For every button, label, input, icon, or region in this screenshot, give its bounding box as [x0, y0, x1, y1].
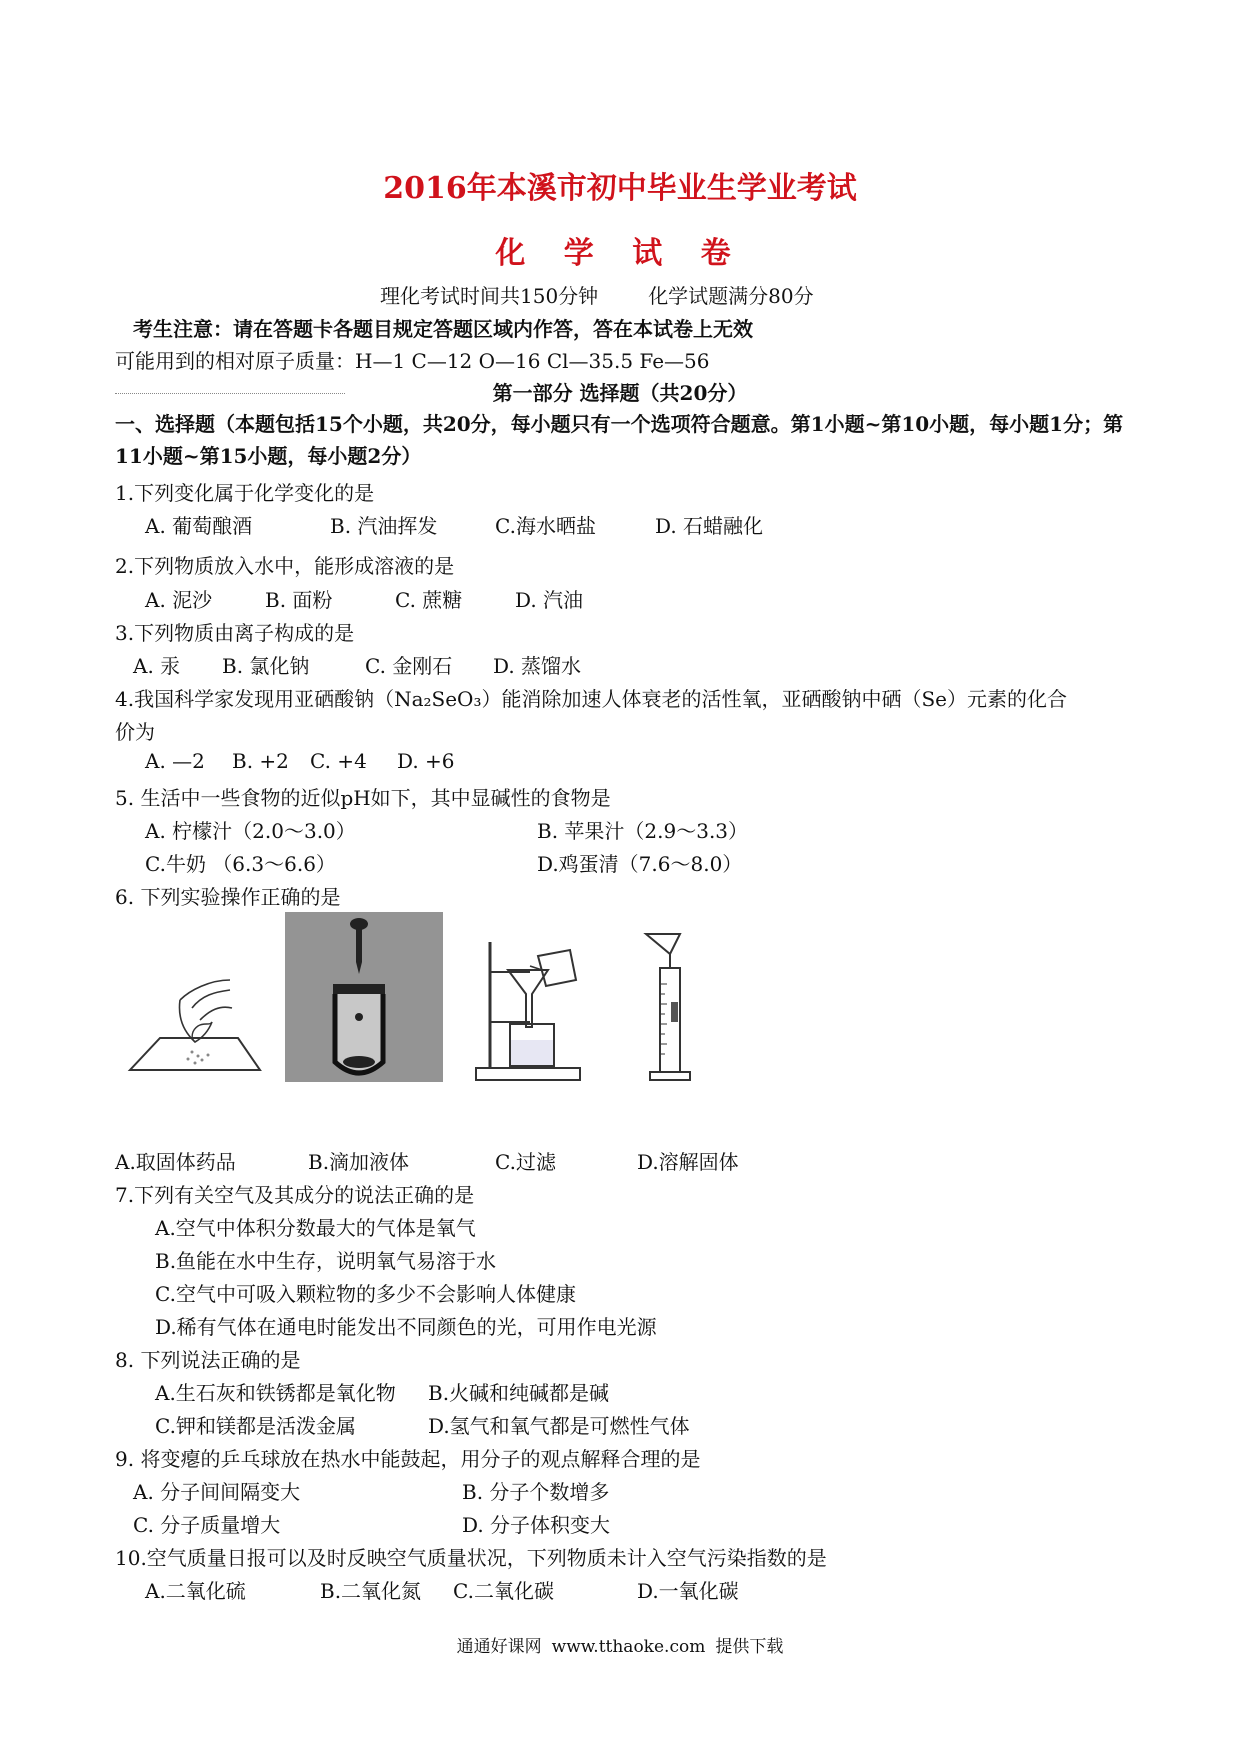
exam-time: 理化考试时间共150分钟: [380, 284, 599, 308]
q6-option-c: C.过滤: [495, 1150, 556, 1174]
q5-option-c: C.牛奶 （6.3～6.6）: [145, 852, 336, 876]
q4-option-d: D. +6: [397, 749, 455, 773]
q3-stem: 3.下列物质由离子构成的是: [115, 621, 355, 645]
q10-option-b: B.二氧化氮: [320, 1579, 422, 1603]
q8-option-a: A.生石灰和铁锈都是氧化物: [155, 1381, 396, 1405]
q4-option-b: B. +2: [232, 749, 289, 773]
q1-option-d: D. 石蜡融化: [655, 514, 764, 538]
footer-site-name: 通通好课网: [456, 1637, 542, 1657]
atomic-masses: 可能用到的相对原子质量：H—1 C—12 O—16 Cl—35.5 Fe—56: [115, 349, 710, 373]
q3-option-b: B. 氯化钠: [222, 654, 310, 678]
q7-option-a: A.空气中体积分数最大的气体是氧气: [155, 1216, 476, 1240]
q9-option-a: A. 分子间间隔变大: [133, 1480, 301, 1504]
q8-option-b: B.火碱和纯碱都是碱: [428, 1381, 610, 1405]
q4-option-c: C. +4: [310, 749, 367, 773]
q7-option-c: C.空气中可吸入颗粒物的多少不会影响人体健康: [155, 1282, 576, 1306]
q2-option-b: B. 面粉: [265, 588, 333, 612]
footer-url[interactable]: www.tthaoke.com: [551, 1637, 706, 1657]
q10-option-a: A.二氧化硫: [145, 1579, 246, 1603]
q4-option-a: A. —2: [145, 749, 205, 773]
q7-option-d: D.稀有气体在通电时能发出不同颜色的光，可用作电光源: [155, 1315, 657, 1339]
q3-option-d: D. 蒸馏水: [493, 654, 582, 678]
q2-option-d: D. 汽油: [515, 588, 584, 612]
q7-option-b: B.鱼能在水中生存，说明氧气易溶于水: [155, 1249, 497, 1273]
q9-stem: 9. 将变瘪的乒乓球放在热水中能鼓起，用分子的观点解释合理的是: [115, 1447, 701, 1471]
q2-stem: 2.下列物质放入水中，能形成溶液的是: [115, 554, 455, 578]
exam-title: 2016年本溪市初中毕业生学业考试: [383, 171, 857, 206]
q6-option-b: B.滴加液体: [308, 1150, 410, 1174]
q8-option-d: D.氢气和氧气都是可燃性气体: [428, 1414, 690, 1438]
exam-subtitle: 化 学 试 卷: [495, 236, 745, 271]
q1-option-a: A. 葡萄酿酒: [145, 514, 253, 538]
q8-stem: 8. 下列说法正确的是: [115, 1348, 301, 1372]
q3-option-c: C. 金刚石: [365, 654, 453, 678]
q10-option-d: D.一氧化碳: [637, 1579, 739, 1603]
q6-option-a: A.取固体药品: [115, 1150, 236, 1174]
section-heading: 一、选择题（本题包括15个小题，共20分，每小题只有一个选项符合题意。第1小题~第10小题，每小题1分；第11小题~第15小题，每小题2分）: [115, 412, 1124, 468]
q5-option-b: B. 苹果汁（2.9～3.3）: [537, 819, 749, 843]
q6-option-d: D.溶解固体: [637, 1150, 739, 1174]
part-heading: 第一部分 选择题（共20分）: [492, 381, 748, 405]
q3-option-a: A. 汞: [133, 654, 181, 678]
footer-suffix: 提供下载: [715, 1637, 784, 1657]
q9-option-c: C. 分子质量增大: [133, 1513, 281, 1537]
q1-stem: 1.下列变化属于化学变化的是: [115, 481, 375, 505]
figure-take-solid: [120, 960, 270, 1080]
candidate-notice: 考生注意：请在答题卡各题目规定答题区域内作答，答在本试卷上无效: [133, 317, 753, 341]
q8-option-c: C.钾和镁都是活泼金属: [155, 1414, 356, 1438]
q5-option-a: A. 柠檬汁（2.0～3.0）: [145, 819, 356, 843]
q5-option-d: D.鸡蛋清（7.6～8.0）: [537, 852, 743, 876]
q4-stem-line2: 价为: [115, 720, 155, 744]
figure-dissolve-cylinder: [640, 928, 700, 1084]
q10-stem: 10.空气质量日报可以及时反映空气质量状况，下列物质未计入空气污染指数的是: [115, 1546, 827, 1570]
q1-option-c: C.海水晒盐: [495, 514, 596, 538]
exam-score: 化学试题满分80分: [648, 284, 814, 308]
q9-option-b: B. 分子个数增多: [462, 1480, 610, 1504]
q2-option-c: C. 蔗糖: [395, 588, 463, 612]
q7-stem: 7.下列有关空气及其成分的说法正确的是: [115, 1183, 475, 1207]
q1-option-b: B. 汽油挥发: [330, 514, 438, 538]
q6-stem: 6. 下列实验操作正确的是: [115, 885, 341, 909]
page-footer: [0, 1632, 1240, 1657]
q2-option-a: A. 泥沙: [145, 588, 213, 612]
exam-info: [380, 280, 814, 309]
figure-drop-liquid: [285, 912, 443, 1082]
q9-option-d: D. 分子体积变大: [462, 1513, 611, 1537]
q10-option-c: C.二氧化碳: [453, 1579, 554, 1603]
q4-stem-line1: 4.我国科学家发现用亚硒酸钠（Na₂SeO₃）能消除加速人体衰老的活性氧，亚硒酸钠中硒（Se）元素的化合: [115, 687, 1068, 711]
figure-filtration: [470, 932, 585, 1084]
q5-stem: 5. 生活中一些食物的近似pH如下，其中显碱性的食物是: [115, 786, 611, 810]
